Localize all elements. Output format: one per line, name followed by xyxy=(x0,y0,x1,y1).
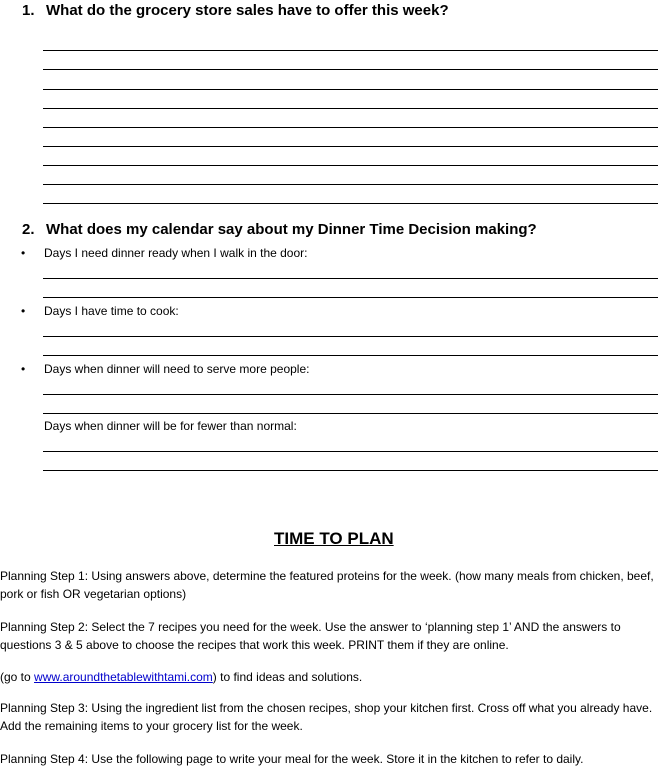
answer-line-5[interactable] xyxy=(43,127,658,128)
days-fewer-line-2[interactable] xyxy=(43,470,658,471)
days-more-people-line-1[interactable] xyxy=(43,394,658,395)
planning-step-1 xyxy=(0,567,664,603)
goto-suffix: ) to find ideas and solutions. xyxy=(212,670,363,684)
goto-prefix: (go to xyxy=(0,670,35,684)
plan-title: TIME TO PLAN xyxy=(274,529,394,548)
answer-line-3[interactable] xyxy=(43,89,658,90)
days-time-to-cook-label: Days I have time to cook: xyxy=(44,304,179,318)
bullet-icon: • xyxy=(21,246,26,260)
planning-step-1-text: Using answers above, determine the featured proteins for the week. (how many meals from chicken, beef, pork or fish OR vegetarian options) xyxy=(0,569,654,601)
bullet-icon: • xyxy=(21,362,26,376)
days-fewer-label: Days when dinner will be for fewer than normal: xyxy=(44,419,297,433)
planning-step-3-label: Planning Step 3: xyxy=(0,701,89,715)
planning-step-3 xyxy=(0,699,664,735)
question-1-number: 1. xyxy=(22,2,35,19)
days-dinner-ready-line-2[interactable] xyxy=(43,297,658,298)
answer-line-8[interactable] xyxy=(43,184,658,185)
planning-step-3-text: Using the ingredient list from the chosen recipes, shop your kitchen first. Cross off what you already have. Add the remaining items to your grocery list for the week. xyxy=(0,701,653,733)
planning-step-2-text: Select the 7 recipes you need for the week. Use the answer to ‘planning step 1’ AND the answers to questions 3 & 5 above to choose the recipes that work this week. PRINT them if they are online. xyxy=(0,620,621,652)
days-more-people-label: Days when dinner will need to serve more people: xyxy=(44,362,310,376)
days-more-people-line-2[interactable] xyxy=(43,413,658,414)
question-1-text: What do the grocery store sales have to offer this week? xyxy=(46,2,449,19)
bullet-icon: • xyxy=(21,304,26,318)
days-dinner-ready-line-1[interactable] xyxy=(43,278,658,279)
goto-line xyxy=(0,668,664,686)
planning-step-2-label: Planning Step 2: xyxy=(0,620,89,634)
question-2-number: 2. xyxy=(22,221,35,238)
answer-line-7[interactable] xyxy=(43,165,658,166)
planning-step-1-label: Planning Step 1: xyxy=(0,569,89,583)
days-dinner-ready-label: Days I need dinner ready when I walk in the door: xyxy=(44,246,308,260)
question-2-text: What does my calendar say about my Dinner Time Decision making? xyxy=(46,221,537,238)
planning-step-2 xyxy=(0,618,664,654)
planning-step-4 xyxy=(0,750,664,768)
days-fewer-line-1[interactable] xyxy=(43,451,658,452)
answer-line-9[interactable] xyxy=(43,203,658,204)
website-link[interactable]: www.aroundthetablewithtami.com xyxy=(34,670,213,684)
days-time-to-cook-line-1[interactable] xyxy=(43,336,658,337)
answer-line-2[interactable] xyxy=(43,69,658,70)
planning-step-4-text: Use the following page to write your meal for the week. Store it in the kitchen to refer to daily. xyxy=(91,752,584,766)
planning-step-4-label: Planning Step 4: xyxy=(0,752,89,766)
answer-line-4[interactable] xyxy=(43,108,658,109)
days-time-to-cook-line-2[interactable] xyxy=(43,355,658,356)
answer-line-6[interactable] xyxy=(43,146,658,147)
answer-line-1[interactable] xyxy=(43,50,658,51)
